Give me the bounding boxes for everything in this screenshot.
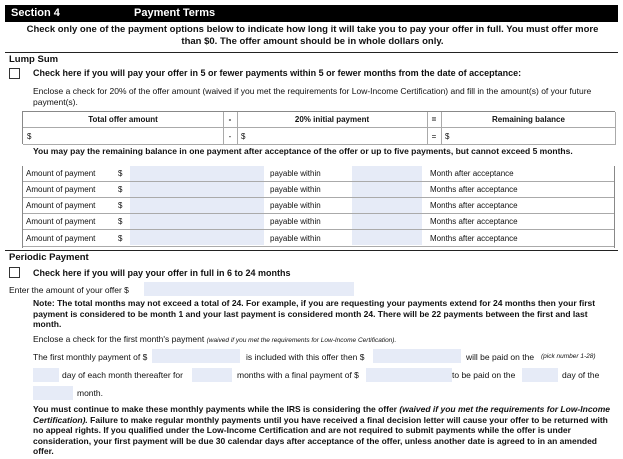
payment-mid: payable within [270,233,321,243]
divider [427,112,428,145]
payment-row [22,214,615,230]
payment-months-field[interactable] [352,198,422,213]
payment-mid: payable within [270,217,321,226]
payment-months-field[interactable] [352,214,422,229]
payment-suffix: Months after acceptance [430,185,518,194]
line2-lead: day of each month thereafter for [62,370,183,380]
header-equals: = [431,115,437,124]
line3-text: month. [77,388,103,398]
payment-amount-field[interactable] [130,166,264,181]
payment-label: Amount of payment [26,233,96,243]
periodic-checkbox[interactable] [9,267,20,278]
header-initial-payment: 20% initial payment [294,115,370,124]
line2-mid: months with a final payment of $ [237,370,359,380]
pick-number-hint: (pick number 1-28) [541,353,596,360]
total-offer-field[interactable] [27,128,223,144]
payment-schedule [22,166,615,248]
payment-currency: $ [118,233,123,243]
divider [5,250,618,251]
minus-symbol: - [228,131,232,141]
final-day-field[interactable] [522,368,558,382]
payment-amount-field[interactable] [130,214,264,229]
payment-mid: payable within [270,185,321,194]
currency-symbol: $ [27,131,32,141]
payment-months-field[interactable] [352,230,422,245]
line1-lead: The first monthly payment of $ [33,352,148,362]
divider [614,166,615,248]
remaining-balance-field[interactable] [445,128,616,144]
payment-row [22,198,615,214]
payment-amount-field[interactable] [130,230,264,245]
offer-amount-field[interactable] [144,282,354,296]
lump-sum-note: You may pay the remaining balance in one payment after acceptance of the offer or up to five payments, but cannot exceed 5 months. [33,146,573,156]
enter-amount-label: Enter the amount of your offer $ [9,285,129,295]
payment-suffix: Month after acceptance [430,169,514,178]
line1-mid: is included with this offer then $ [246,352,365,362]
payment-currency: $ [118,169,123,178]
payment-label: Amount of payment [26,217,96,226]
payment-day-field[interactable] [33,368,59,382]
intro-instructions: Check only one of the payment options below to indicate how long it will take you to pay your offer in full. You must offer more than $0. The offer amount should be in whole dollars only. [26,24,599,47]
periodic-footer [33,404,613,457]
line1-tail: will be paid on the [466,352,535,362]
line2-tail: to be paid on the [452,370,516,380]
footer-tail: Failure to make regular monthly payments until you have received a final decision letter will cause your offer to be returned with no appeal rights. If you qualified under the Low-Income Certification and are not required to submit payments while the offer is under consideration, your first payment will be due 30 calendar days after acceptance of the offer, unless another date is agreed to in an amended offer. [33,414,608,456]
payment-amount-field[interactable] [130,198,264,213]
payment-currency: $ [118,185,123,194]
lump-sum-heading: Lump Sum [9,54,59,65]
periodic-heading: Periodic Payment [9,252,89,263]
payment-label: Amount of payment [26,201,96,210]
payment-row [22,166,615,182]
payment-currency: $ [118,217,123,226]
periodic-enclose-text [33,334,593,346]
initial-payment-field[interactable] [241,128,427,144]
lump-sum-checkbox-label: Check here if you will pay your offer in 5 or fewer payments within 5 or fewer months from the date of acceptance: [33,68,522,78]
payment-label: Amount of payment [26,169,96,178]
final-payment-field[interactable] [366,368,452,382]
first-payment-field[interactable] [152,349,240,363]
footer-lead: You must continue to make these monthly payments while the IRS is considering the offer [33,404,397,414]
payment-mid: payable within [270,201,321,210]
header-remaining-balance: Remaining balance [492,115,565,124]
equals-symbol: = [431,131,437,141]
monthly-payment-field[interactable] [373,349,461,363]
divider [237,112,238,145]
payment-row [22,230,615,247]
payment-label: Amount of payment [26,185,96,194]
lump-sum-checkbox[interactable] [9,68,20,79]
divider [5,52,618,53]
payment-mid: payable within [270,169,321,178]
payment-suffix: Months after acceptance [430,201,518,210]
table-header-row [23,112,616,128]
offer-amount-table [22,111,615,144]
divider [22,166,23,248]
payment-suffix: Months after acceptance [430,217,518,226]
divider [223,112,224,145]
periodic-checkbox-label: Check here if you will pay your offer in full in 6 to 24 months [33,268,291,278]
payment-months-field[interactable] [352,182,422,197]
header-total-offer: Total offer amount [88,115,158,124]
section-title: Payment Terms [134,7,216,19]
footer-italic: (waived if you met the requirements for Low-Income Certification). [33,404,611,425]
payment-amount-field[interactable] [130,182,264,197]
section-header [5,5,618,22]
lump-sum-enclose-text: Enclose a check for 20% of the offer amount (waived if you met the requirements for Low-Income Certification) and fill in the amount(s) of your future payment(s). [33,86,592,107]
divider [615,112,616,145]
final-month-field[interactable] [33,386,73,400]
divider [441,112,442,145]
payment-row [22,182,615,198]
line2-end: day of the [562,370,600,380]
enclose-lead: Enclose a check for the first month's payment [33,334,205,344]
payment-currency: $ [118,201,123,210]
section-number: Section 4 [11,7,60,19]
table-input-row [23,128,616,145]
months-count-field[interactable] [192,368,232,382]
payment-suffix: Months after acceptance [430,233,518,243]
header-minus: - [228,115,232,124]
payment-months-field[interactable] [352,166,422,181]
currency-symbol: $ [241,131,246,141]
enclose-italic: (waived if you met the requirements for Low-Income Certification). [206,337,397,344]
currency-symbol: $ [445,131,450,141]
periodic-note: Note: The total months may not exceed a total of 24. For example, if you are requesting your payments extend for 24 months then your first payment is considered to be month 1 and your last payment is considered month 24. There will be 22 payments between the first and last month. [33,298,596,329]
